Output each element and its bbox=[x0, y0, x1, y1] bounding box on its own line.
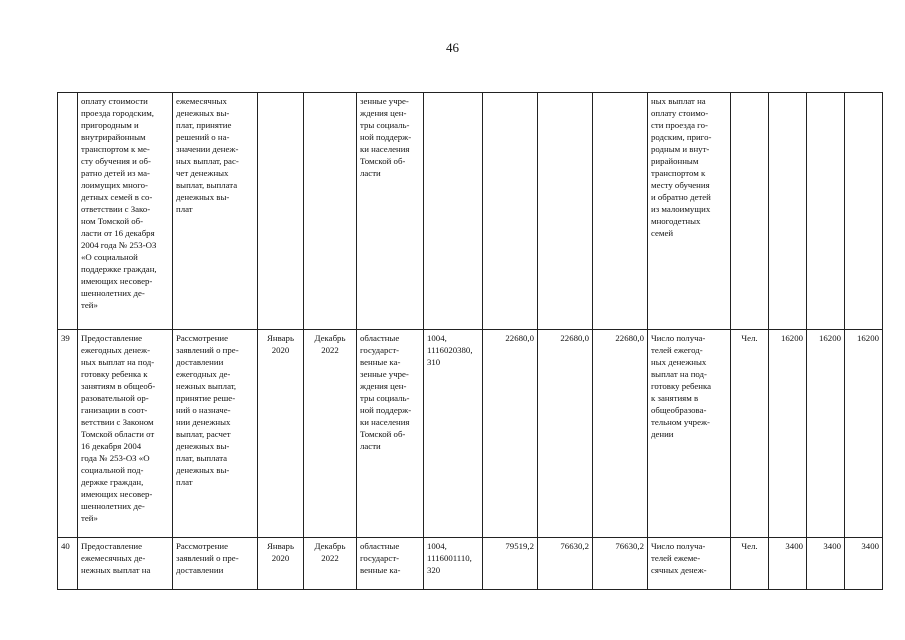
start-date: Январь 2020 bbox=[258, 538, 304, 590]
measure-name: оплату стоимости проезда городским, пригородным и внутрирайонным транспортом к ме- сту обучения и об- ратно детей из ма- лоимущих много- детных семей в со- ответствии с Зако- ном Томской об- ласти от 16 декабря 2004 года № 253-ОЗ «О социальной поддержке граждан, имеющих несовер- шеннолетних де- тей» bbox=[78, 93, 173, 330]
end-date: Декабрь 2022 bbox=[304, 330, 357, 538]
measures-table bbox=[57, 92, 883, 590]
row-number bbox=[58, 93, 78, 330]
indicator-2021 bbox=[807, 93, 845, 330]
row-number: 40 bbox=[58, 538, 78, 590]
indicator-2022: 16200 bbox=[845, 330, 883, 538]
executor: областные государст- венные ка- зенные учре- ждения цен- тры социаль- ной поддерж- ки населения Томской об- ласти bbox=[357, 330, 424, 538]
table-row bbox=[58, 93, 883, 330]
indicator-2021: 3400 bbox=[807, 538, 845, 590]
indicator-name: Число получа- телей ежегод- ных денежных выплат на под- готовку ребенка к занятиям в общеобразова- тельном учреж- дении bbox=[648, 330, 731, 538]
measure-action: Рассмотрение заявлений о пре- доставлении bbox=[173, 538, 258, 590]
indicator-2020: 16200 bbox=[769, 330, 807, 538]
end-date: Декабрь 2022 bbox=[304, 538, 357, 590]
indicator-2020 bbox=[769, 93, 807, 330]
funding-2021: 22680,0 bbox=[538, 330, 593, 538]
funding-2021 bbox=[538, 93, 593, 330]
start-date bbox=[258, 93, 304, 330]
indicator-unit: Чел. bbox=[731, 330, 769, 538]
start-date: Январь 2020 bbox=[258, 330, 304, 538]
indicator-unit bbox=[731, 93, 769, 330]
page-number: 46 bbox=[446, 40, 459, 55]
indicator-unit: Чел. bbox=[731, 538, 769, 590]
indicator-name: ных выплат на оплату стоимо- сти проезда го- родским, приго- родным и внут- рирайонным транспортом к месту обучения и обратно детей из малоимущих многодетных семей bbox=[648, 93, 731, 330]
indicator-2020: 3400 bbox=[769, 538, 807, 590]
executor: областные государст- венные ка- bbox=[357, 538, 424, 590]
funding-2020: 79519,2 bbox=[483, 538, 538, 590]
table-row bbox=[58, 330, 883, 538]
funding-2022: 76630,2 bbox=[593, 538, 648, 590]
budget-code: 1004, 1116020380, 310 bbox=[424, 330, 483, 538]
executor: зенные учре- ждения цен- тры социаль- ной поддерж- ки населения Томской об- ласти bbox=[357, 93, 424, 330]
measure-action: ежемесячных денежных вы- плат, принятие решений о на- значении денеж- ных выплат, рас- чет денежных выплат, выплата денежных вы- плат bbox=[173, 93, 258, 330]
measure-name: Предоставление ежегодных денеж- ных выплат на под- готовку ребенка к занятиям в общеоб- разовательной ор- ганизации в соот- ветствии с Законом Томской области от 16 декабря 2004 года № 253-ОЗ «О социальной под- держке граждан, имеющих несовер- шеннолетних де- тей» bbox=[78, 330, 173, 538]
funding-2022 bbox=[593, 93, 648, 330]
table-row bbox=[58, 538, 883, 590]
funding-2020: 22680,0 bbox=[483, 330, 538, 538]
budget-code bbox=[424, 93, 483, 330]
indicator-name: Число получа- телей ежеме- сячных денеж- bbox=[648, 538, 731, 590]
end-date bbox=[304, 93, 357, 330]
indicator-2022 bbox=[845, 93, 883, 330]
indicator-2022: 3400 bbox=[845, 538, 883, 590]
funding-2022: 22680,0 bbox=[593, 330, 648, 538]
measure-action: Рассмотрение заявлений о пре- доставлении ежегодных де- нежных выплат, принятие реше- ний о назначе- нии денежных выплат, расчет денежных вы- плат, выплата денежных вы- плат bbox=[173, 330, 258, 538]
budget-code: 1004, 1116001110, 320 bbox=[424, 538, 483, 590]
row-number: 39 bbox=[58, 330, 78, 538]
indicator-2021: 16200 bbox=[807, 330, 845, 538]
measure-name: Предоставление ежемесячных де- нежных выплат на bbox=[78, 538, 173, 590]
funding-2020 bbox=[483, 93, 538, 330]
funding-2021: 76630,2 bbox=[538, 538, 593, 590]
